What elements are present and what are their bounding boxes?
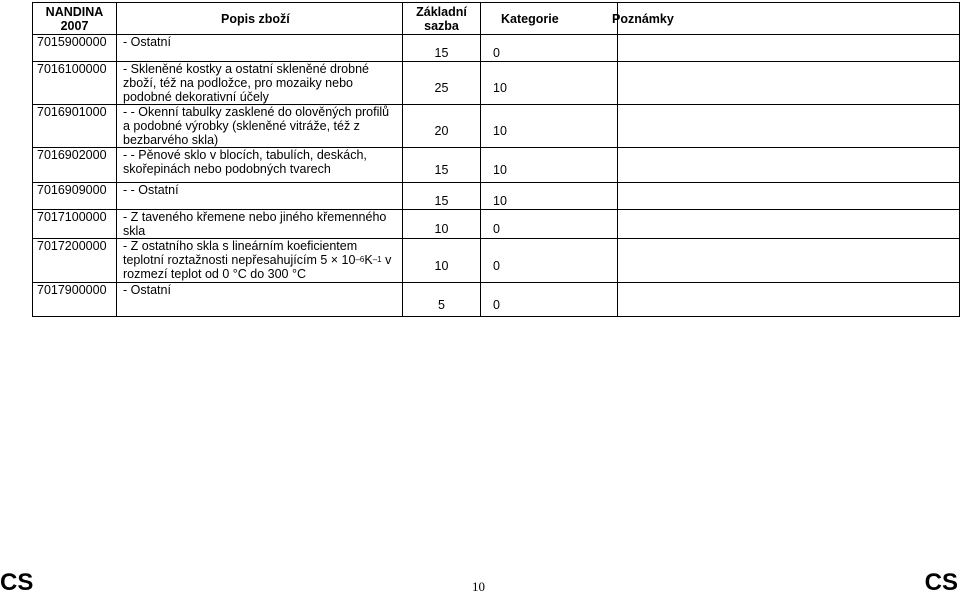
table-row <box>33 35 960 62</box>
description-text-after: v rozmezí teplot od 0 °C do 300 °C <box>123 253 392 281</box>
row-base-rate <box>403 210 481 239</box>
exponent-superscript: –1 <box>372 255 382 264</box>
header-notes: Poznámky <box>612 3 954 35</box>
row-description: - Z taveného křemene nebo jiného křemenného skla <box>117 210 403 239</box>
row-notes <box>618 183 960 210</box>
row-description: - - Okenní tabulky zasklené do olověných profilů a podobné výrobky (skleněné vitráže, též z bezbarvého skla) <box>117 105 403 148</box>
table-row <box>33 105 960 148</box>
row-notes <box>618 62 960 105</box>
row-code: 7016909000 <box>33 183 117 210</box>
row-notes <box>618 283 960 317</box>
header-description: Popis zboží <box>117 3 403 35</box>
row-base-rate <box>403 283 481 317</box>
description-text-before: - Z ostatního skla s lineárním koeficientem teplotní roztažnosti nepřesahujícím 5 × 10 <box>123 239 358 267</box>
table-row <box>33 283 960 317</box>
row-category <box>481 62 618 105</box>
table-header-row <box>33 3 960 35</box>
row-description: - Ostatní <box>117 35 403 62</box>
row-code: 7017100000 <box>33 210 117 239</box>
category-value: 10 <box>493 163 507 177</box>
category-value: 0 <box>493 297 500 312</box>
row-code: 7016100000 <box>33 62 117 105</box>
table-row <box>33 183 960 210</box>
row-base-rate <box>403 183 481 210</box>
row-code: 7017200000 <box>33 239 117 283</box>
row-description: - - Pěnové sklo v blocích, tabulích, deskách, skořepinách nebo podobných tvarech <box>117 148 403 183</box>
row-code: 7017900000 <box>33 283 117 317</box>
row-category <box>481 148 618 183</box>
table-row <box>33 239 960 283</box>
row-category <box>481 210 618 239</box>
table-row <box>33 62 960 105</box>
footer-language-mark-right: CS <box>924 569 958 596</box>
header-base-rate: Základní sazba <box>403 3 481 35</box>
base-rate-value: 10 <box>434 222 449 236</box>
row-base-rate <box>403 62 481 105</box>
row-code: 7015900000 <box>33 35 117 62</box>
category-value: 0 <box>493 222 500 236</box>
row-notes <box>618 210 960 239</box>
row-description: - Skleněné kostky a ostatní skleněné drobné zboží, též na podložce, pro mozaiky nebo podobné dekorativní účely <box>117 62 403 105</box>
row-base-rate <box>403 35 481 62</box>
row-category <box>481 105 618 148</box>
row-notes <box>618 148 960 183</box>
row-code: 7016902000 <box>33 148 117 183</box>
base-rate-value: 25 <box>434 81 449 95</box>
table-row <box>33 148 960 183</box>
row-code: 7016901000 <box>33 105 117 148</box>
tariff-table <box>32 2 960 317</box>
row-base-rate <box>403 105 481 148</box>
description-unit: K <box>364 253 373 267</box>
footer-language-mark-left: CS <box>0 569 34 596</box>
table-row <box>33 210 960 239</box>
base-rate-value: 15 <box>434 194 449 208</box>
row-description: - - Ostatní <box>117 183 403 210</box>
row-category <box>481 183 618 210</box>
row-base-rate <box>403 148 481 183</box>
row-description: - Ostatní <box>117 283 403 317</box>
category-value: 0 <box>493 46 500 60</box>
row-notes <box>618 35 960 62</box>
tariff-table-container <box>32 2 959 319</box>
footer-page-number: 10 <box>472 579 485 594</box>
category-value: 10 <box>493 81 507 95</box>
base-rate-value: 15 <box>434 163 449 177</box>
header-category: Kategorie <box>481 3 618 35</box>
row-category <box>481 239 618 283</box>
category-value: 10 <box>493 124 507 138</box>
base-rate-value: 15 <box>434 46 449 60</box>
base-rate-value: 5 <box>438 297 445 312</box>
base-rate-value: 10 <box>434 258 449 273</box>
row-category <box>481 283 618 317</box>
row-base-rate <box>403 239 481 283</box>
row-notes <box>618 105 960 148</box>
base-rate-value: 20 <box>434 124 449 138</box>
header-code: NANDINA 2007 <box>33 3 117 35</box>
category-value: 10 <box>493 194 507 208</box>
exponent-superscript: –6 <box>355 255 365 264</box>
row-category <box>481 35 618 62</box>
category-value: 0 <box>493 258 500 273</box>
row-notes <box>618 239 960 283</box>
row-description <box>117 239 403 283</box>
